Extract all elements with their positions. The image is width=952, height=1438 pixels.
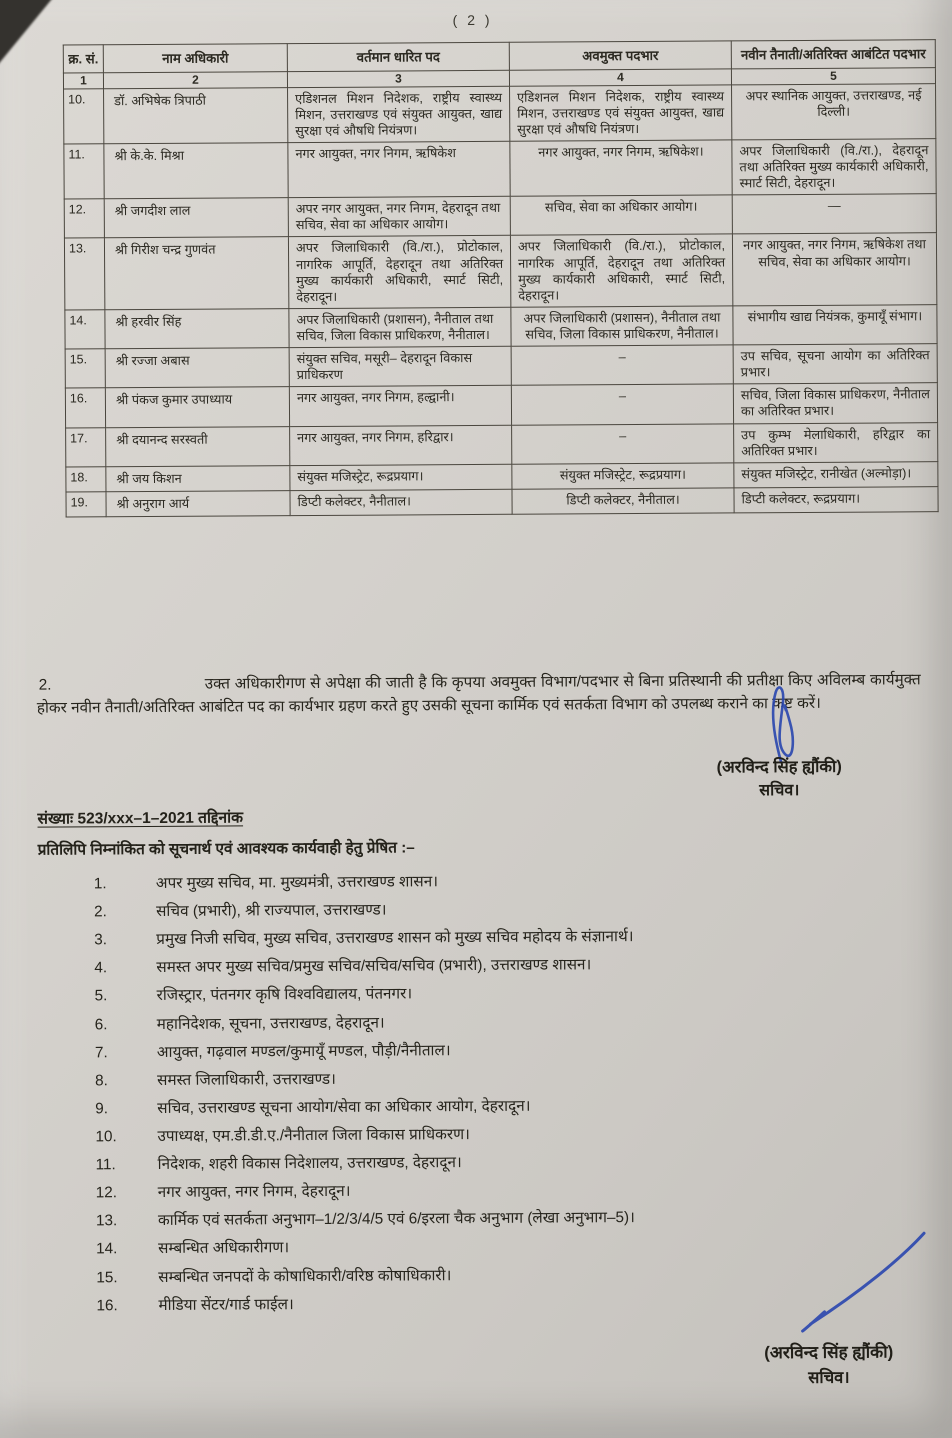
list-item-text: सम्बन्धित अधिकारीगण। xyxy=(158,1239,290,1258)
list-item xyxy=(61,1121,933,1147)
new-posting-cell: सचिव, जिला विकास प्राधिकरण, नैनीताल का अतिरिक्त प्रभार। xyxy=(733,383,937,423)
table-row xyxy=(66,422,938,467)
list-item xyxy=(60,924,932,950)
officer-name-cell: श्री पंकज कुमार उपाध्याय xyxy=(105,387,289,427)
current-post-cell: डिप्टी कलेक्टर, नैनीताल। xyxy=(290,489,512,515)
list-item-number: 4. xyxy=(94,959,108,977)
column-number: 5 xyxy=(731,68,935,85)
new-posting-cell: डिप्टी कलेक्टर, रूद्रप्रयाग। xyxy=(734,487,938,513)
relieved-charge-cell: एडिशनल मिशन निदेशक, राष्ट्रीय स्वास्थ्य मिशन, उत्तराखण्ड एवं संयुक्त आयुक्त, खाद्य सुरक्षा एवं औषधि नियंत्रण। xyxy=(510,84,732,141)
signatory-name: (अरविन्द सिंह ह्यौंकी) xyxy=(716,757,842,777)
list-item-text: उपाध्यक्ष, एम.डी.डी.ए./नैनीताल जिला विकास प्राधिकरण। xyxy=(157,1126,471,1145)
new-posting-cell: संभागीय खाद्य नियंत्रक, कुमायूँ संभाग। xyxy=(733,305,937,345)
list-item-text: कार्मिक एवं सतर्कता अनुभाग–1/2/3/4/5 एवं 6/इरला चैक अनुभाग (लेखा अनुभाग–5)। xyxy=(157,1209,635,1230)
list-item xyxy=(61,1093,933,1119)
list-item-number: 7. xyxy=(94,1043,108,1061)
column-number: 3 xyxy=(287,70,509,87)
list-item-text: महानिदेशक, सूचना, उत्तराखण्ड, देहरादून। xyxy=(156,1014,385,1033)
page-number: ( 2 ) xyxy=(452,11,493,29)
serial-cell: 17. xyxy=(66,427,106,466)
relieved-charge-cell: नगर आयुक्त, नगर निगम, ऋषिकेश। xyxy=(510,140,732,197)
serial-cell: 14. xyxy=(65,310,105,349)
col-header-new-posting: नवीन तैनाती/अतिरिक्त आबंटित पदभार xyxy=(731,40,935,69)
column-number: 4 xyxy=(509,69,731,86)
table-row xyxy=(65,344,937,389)
list-item-text: आयुक्त, गढ़वाल मण्डल/कुमायूँ मण्डल, पौड़ी/नैनीताल। xyxy=(156,1041,451,1061)
list-item-number: 1. xyxy=(93,875,107,893)
list-item xyxy=(60,896,932,922)
table-row xyxy=(64,194,936,239)
relieved-charge-cell: – xyxy=(512,423,734,464)
relieved-charge-cell: – xyxy=(511,384,733,425)
list-item-number: 10. xyxy=(95,1128,117,1146)
new-posting-cell: — xyxy=(732,194,936,234)
list-item-text: समस्त अपर मुख्य सचिव/प्रमुख सचिव/सचिव/सचिव (प्रभारी), उत्तराखण्ड शासन। xyxy=(156,956,592,977)
current-post-cell: नगर आयुक्त, नगर निगम, ऋषिकेश xyxy=(288,141,510,198)
list-item-number: 15. xyxy=(96,1268,118,1286)
relieved-charge-cell: अपर जिलाधिकारी (प्रशासन), नैनीताल तथा सचिव, जिला विकास प्राधिकरण, नैनीताल। xyxy=(511,306,733,347)
new-posting-cell: अपर स्थानिक आयुक्त, उत्तराखण्ड, नई दिल्ली। xyxy=(732,83,936,140)
current-post-cell: एडिशनल मिशन निदेशक, राष्ट्रीय स्वास्थ्य मिशन, उत्तराखण्ड एवं संयुक्त आयुक्त, खाद्य सुरक्षा एवं औषधि नियंत्रण। xyxy=(288,86,510,143)
list-item-text: नगर आयुक्त, नगर निगम, देहरादून। xyxy=(157,1182,351,1202)
copy-forward-line: प्रतिलिपि निम्नांकित को सूचनार्थ एवं आवश्यक कार्यवाही हेतु प्रेषित :– xyxy=(37,839,415,859)
list-item xyxy=(62,1177,934,1203)
list-item-number: 8. xyxy=(95,1072,108,1090)
col-header-officer-name: नाम अधिकारी xyxy=(103,44,287,73)
officer-name-cell: श्री अनुराग आर्य xyxy=(106,490,290,516)
col-header-current-post: वर्तमान धारित पद xyxy=(287,42,509,72)
officer-transfer-table xyxy=(63,39,939,517)
list-item-number: 3. xyxy=(94,931,108,949)
signatory-designation: सचिव। xyxy=(759,782,800,800)
current-post-cell: अपर जिलाधिकारी (वि./रा.), प्रोटोकाल, नागरिक आपूर्ति, देहरादून तथा अतिरिक्त मुख्य कार्यकारी अधिकारी, स्मार्ट सिटी, देहरादून। xyxy=(288,236,510,309)
new-posting-cell: अपर जिलाधिकारी (वि./रा.), देहरादून तथा अतिरिक्त मुख्य कार्यकारी अधिकारी, स्मार्ट सिटी, देहरादून। xyxy=(732,139,936,196)
list-item xyxy=(60,868,932,894)
officer-name-cell: श्री दयानन्द सरस्वती xyxy=(106,426,290,466)
list-item-number: 2. xyxy=(93,903,107,921)
table-row xyxy=(64,83,936,144)
serial-cell: 11. xyxy=(64,144,104,200)
officer-name-cell: श्री जगदीश लाल xyxy=(104,198,288,238)
current-post-cell: संयुक्त सचिव, मसूरी– देहरादून विकास प्राधिकरण xyxy=(289,346,511,387)
relieved-charge-cell: – xyxy=(511,345,733,386)
reference-number-line: संख्याः 523/xxx–1–2021 तद्दिनांक xyxy=(37,809,244,828)
list-item-text: सचिव (प्रभारी), श्री राज्यपाल, उत्तराखण्ड। xyxy=(155,901,387,921)
relieved-charge-cell: अपर जिलाधिकारी (वि./रा.), प्रोटोकाल, नागरिक आपूर्ति, देहरादून तथा अतिरिक्त मुख्य कार्यकारी अधिकारी, स्मार्ट सिटी, देहरादून। xyxy=(510,234,732,307)
new-posting-cell: उप कुम्भ मेलाधिकारी, हरिद्वार का अतिरिक्त प्रभार। xyxy=(734,422,938,462)
serial-cell: 10. xyxy=(64,88,104,144)
list-item xyxy=(62,1149,934,1175)
column-number: 1 xyxy=(63,73,103,89)
table-row xyxy=(65,383,937,428)
signature-block-bottom xyxy=(704,1229,952,1389)
officer-name-cell: श्री गिरीश चन्द्र गुणवंत xyxy=(104,237,288,310)
list-item-number: 6. xyxy=(94,1015,108,1033)
signatory-designation: सचिव। xyxy=(808,1368,850,1387)
current-post-cell: संयुक्त मजिस्ट्रेट, रूद्रप्रयाग। xyxy=(290,464,512,490)
officer-name-cell: डॉ. अभिषेक त्रिपाठी xyxy=(104,87,288,143)
officer-name-cell: श्री जय किशन xyxy=(106,465,290,491)
list-item-number: 9. xyxy=(95,1100,109,1118)
table-row xyxy=(64,139,936,200)
list-item-number: 13. xyxy=(95,1212,118,1230)
table-row xyxy=(64,233,936,310)
list-item-text: निदेशक, शहरी विकास निदेशालय, उत्तराखण्ड, देहरादून। xyxy=(157,1154,462,1174)
list-item-text: प्रमुख निजी सचिव, मुख्य सचिव, उत्तराखण्ड शासन को मुख्य सचिव महोदय के संज्ञानार्थ। xyxy=(156,928,634,949)
table-row xyxy=(66,487,938,517)
relieved-charge-cell: संयुक्त मजिस्ट्रेट, रूद्रप्रयाग। xyxy=(512,463,734,489)
list-item-number: 11. xyxy=(95,1156,116,1174)
list-item-text: समस्त जिलाधिकारी, उत्तराखण्ड। xyxy=(157,1070,336,1089)
serial-cell: 19. xyxy=(66,492,106,517)
officer-name-cell: श्री हरवीर सिंह xyxy=(105,308,289,348)
serial-cell: 13. xyxy=(64,238,104,310)
signature-block-middle xyxy=(629,681,930,801)
relieved-charge-cell: डिप्टी कलेक्टर, नैनीताल। xyxy=(512,488,734,514)
list-item-number: 12. xyxy=(95,1184,118,1202)
list-item-text: अपर मुख्य सचिव, मा. मुख्यमंत्री, उत्तराखण्ड शासन। xyxy=(155,873,439,892)
new-posting-cell: संयुक्त मजिस्ट्रेट, रानीखेत (अल्मोड़ा)। xyxy=(734,461,938,487)
list-item xyxy=(61,1065,933,1091)
current-post-cell: अपर जिलाधिकारी (प्रशासन), नैनीताल तथा सचिव, जिला विकास प्राधिकरण, नैनीताल। xyxy=(289,307,511,348)
relieved-charge-cell: सचिव, सेवा का अधिकार आयोग। xyxy=(510,195,732,236)
current-post-cell: नगर आयुक्त, नगर निगम, हल्द्वानी। xyxy=(289,386,511,427)
list-item xyxy=(61,1009,933,1035)
paragraph-number: 2. xyxy=(38,676,52,694)
list-item xyxy=(62,1206,934,1232)
serial-cell: 16. xyxy=(65,388,105,427)
signature-ink-stroke xyxy=(796,1229,931,1336)
list-item-text: रजिस्ट्रार, पंतनगर कृषि विश्वविद्यालय, पंतनगर। xyxy=(156,985,413,1005)
list-item-text: मीडिया सेंटर/गार्ड फाईल। xyxy=(158,1295,294,1314)
officer-name-cell: श्री के.के. मिश्रा xyxy=(104,143,288,199)
signatory-name: (अरविन्द सिंह ह्यौंकी) xyxy=(764,1342,894,1363)
list-item-number: 16. xyxy=(96,1296,118,1314)
serial-cell: 18. xyxy=(66,466,106,491)
current-post-cell: अपर नगर आयुक्त, नगर निगम, देहरादून तथा सचिव, सेवा का अधिकार आयोग। xyxy=(288,196,510,237)
col-header-serial: क्र. सं. xyxy=(63,45,103,73)
current-post-cell: नगर आयुक्त, नगर निगम, हरिद्वार। xyxy=(290,425,512,466)
officer-name-cell: श्री रज्जा अबास xyxy=(105,348,289,388)
new-posting-cell: उप सचिव, सूचना आयोग का अतिरिक्त प्रभार। xyxy=(733,344,937,384)
list-item-text: सचिव, उत्तराखण्ड सूचना आयोग/सेवा का अधिकार आयोग, देहरादून। xyxy=(157,1097,531,1117)
serial-cell: 15. xyxy=(65,349,105,388)
list-item-text: सम्बन्धित जनपदों के कोषाधिकारी/वरिष्ठ कोषाधिकारी। xyxy=(158,1266,452,1286)
paragraph-text: उक्त अधिकारीगण से अपेक्षा की जाती है कि कृपया अवमुक्त विभाग/पदभार से बिना प्रतिस्थानी की प्रतीक्षा किए अविलम्ब कार्यमुक्त होकर नवीन तैनाती/अतिरिक्त आबंटित पद का कार्यभार ग्रहण करते हुए उसकी सूचना कार्मिक एवं सतर्कता विभाग को उपलब्ध कराने का कष्ट करें। xyxy=(36,671,921,717)
list-item xyxy=(60,953,932,979)
list-item-number: 5. xyxy=(94,987,108,1005)
list-item xyxy=(61,1037,933,1063)
serial-cell: 12. xyxy=(64,199,104,238)
col-header-relieved-charge: अवमुक्त पदभार xyxy=(509,41,731,71)
column-number: 2 xyxy=(103,72,287,89)
list-item xyxy=(61,981,933,1007)
table-row xyxy=(65,305,937,350)
list-item-number: 14. xyxy=(96,1240,118,1258)
new-posting-cell: नगर आयुक्त, नगर निगम, ऋषिकेश तथा सचिव, सेवा का अधिकार आयोग। xyxy=(732,233,936,306)
